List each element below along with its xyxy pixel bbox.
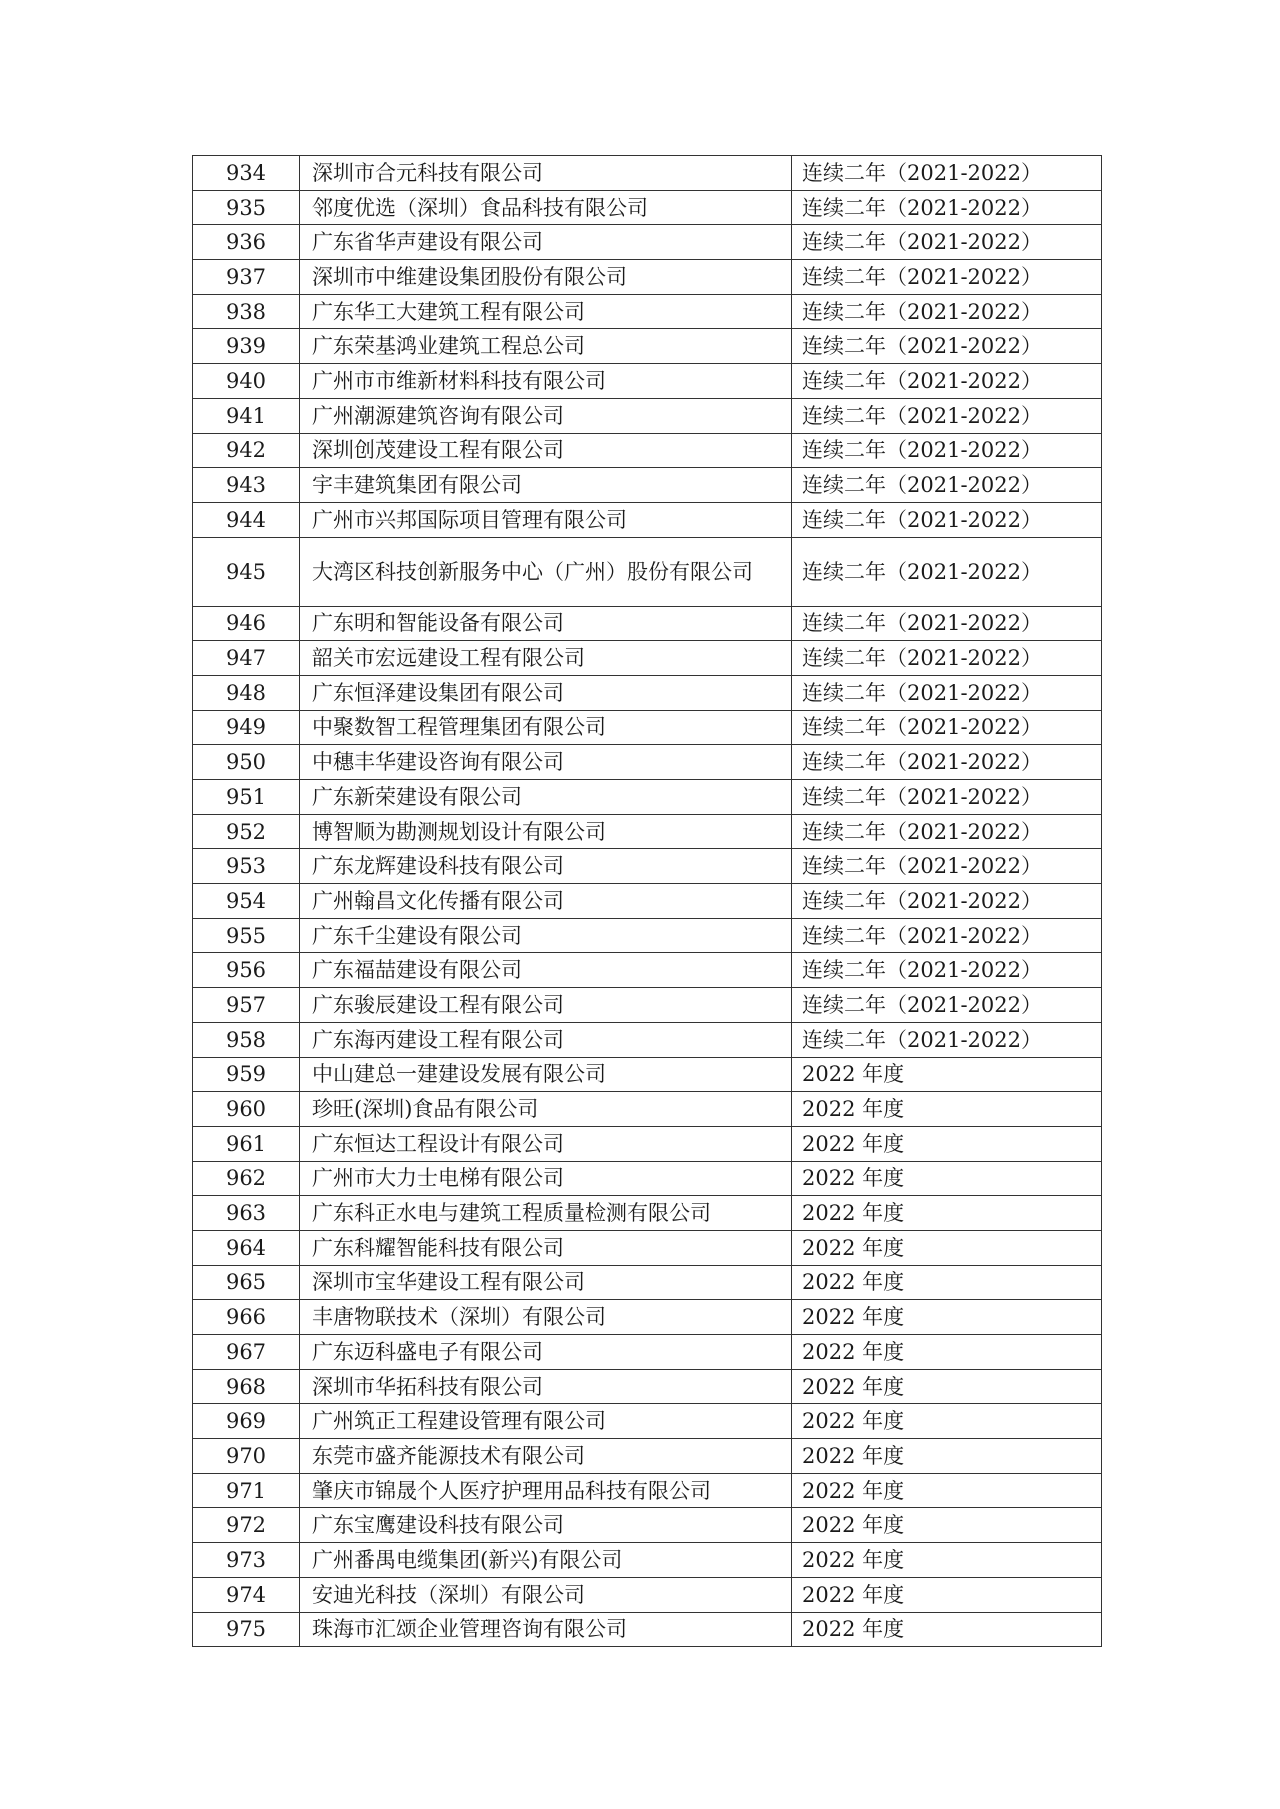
- table-row: [193, 1335, 1102, 1370]
- row-number: 947: [193, 641, 300, 676]
- table-row: [193, 1404, 1102, 1439]
- row-number: 959: [193, 1057, 300, 1092]
- company-name: 深圳市中维建设集团股份有限公司: [300, 260, 792, 295]
- table-row: [193, 1126, 1102, 1161]
- row-number: 948: [193, 675, 300, 710]
- row-number: 965: [193, 1265, 300, 1300]
- table-row: [193, 814, 1102, 849]
- award-period: 2022 年度: [792, 1300, 1102, 1335]
- company-name: 邻度优选（深圳）食品科技有限公司: [300, 190, 792, 225]
- row-number: 941: [193, 398, 300, 433]
- row-number: 974: [193, 1577, 300, 1612]
- company-name: 博智顺为勘测规划设计有限公司: [300, 814, 792, 849]
- row-number: 962: [193, 1161, 300, 1196]
- row-number: 968: [193, 1369, 300, 1404]
- table-row: [193, 468, 1102, 503]
- award-period: 连续二年（2021-2022）: [792, 745, 1102, 780]
- company-name: 广东恒达工程设计有限公司: [300, 1126, 792, 1161]
- table-row: [193, 1577, 1102, 1612]
- table-row: [193, 849, 1102, 884]
- company-name: 广东龙辉建设科技有限公司: [300, 849, 792, 884]
- company-name: 中聚数智工程管理集团有限公司: [300, 710, 792, 745]
- company-name: 广东科耀智能科技有限公司: [300, 1230, 792, 1265]
- company-name: 广东宝鹰建设科技有限公司: [300, 1508, 792, 1543]
- award-period: 2022 年度: [792, 1473, 1102, 1508]
- table-row: [193, 1543, 1102, 1578]
- company-name: 大湾区科技创新服务中心（广州）股份有限公司: [300, 537, 792, 606]
- award-period: 2022 年度: [792, 1369, 1102, 1404]
- company-name: 广州市市维新材料科技有限公司: [300, 364, 792, 399]
- award-period: 2022 年度: [792, 1196, 1102, 1231]
- company-name: 肇庆市锦晟个人医疗护理用品科技有限公司: [300, 1473, 792, 1508]
- row-number: 956: [193, 953, 300, 988]
- row-number: 951: [193, 780, 300, 815]
- company-name: 安迪光科技（深圳）有限公司: [300, 1577, 792, 1612]
- company-name: 广东科正水电与建筑工程质量检测有限公司: [300, 1196, 792, 1231]
- award-period: 连续二年（2021-2022）: [792, 675, 1102, 710]
- table-row: [193, 745, 1102, 780]
- table-row: [193, 884, 1102, 919]
- table-row: [193, 502, 1102, 537]
- award-period: 连续二年（2021-2022）: [792, 398, 1102, 433]
- row-number: 957: [193, 988, 300, 1023]
- company-name: 东莞市盛齐能源技术有限公司: [300, 1439, 792, 1474]
- company-name: 广东荣基鸿业建筑工程总公司: [300, 329, 792, 364]
- table-body: [193, 156, 1102, 1647]
- row-number: 958: [193, 1022, 300, 1057]
- table-row: [193, 1612, 1102, 1647]
- row-number: 939: [193, 329, 300, 364]
- company-name: 广东骏辰建设工程有限公司: [300, 988, 792, 1023]
- award-period: 连续二年（2021-2022）: [792, 606, 1102, 641]
- table-row: [193, 641, 1102, 676]
- table-row: [193, 156, 1102, 191]
- table-row: [193, 537, 1102, 606]
- company-name: 广东华工大建筑工程有限公司: [300, 294, 792, 329]
- company-name: 广州筑正工程建设管理有限公司: [300, 1404, 792, 1439]
- table-row: [193, 433, 1102, 468]
- row-number: 936: [193, 225, 300, 260]
- table-row: [193, 675, 1102, 710]
- row-number: 944: [193, 502, 300, 537]
- award-period: 连续二年（2021-2022）: [792, 225, 1102, 260]
- table-row: [193, 780, 1102, 815]
- company-name: 珍旺(深圳)食品有限公司: [300, 1092, 792, 1127]
- award-period: 2022 年度: [792, 1543, 1102, 1578]
- company-name: 广州市兴邦国际项目管理有限公司: [300, 502, 792, 537]
- award-period: 2022 年度: [792, 1508, 1102, 1543]
- award-period: 2022 年度: [792, 1404, 1102, 1439]
- award-period: 连续二年（2021-2022）: [792, 1022, 1102, 1057]
- table-row: [193, 190, 1102, 225]
- award-period: 连续二年（2021-2022）: [792, 780, 1102, 815]
- row-number: 935: [193, 190, 300, 225]
- award-period: 2022 年度: [792, 1577, 1102, 1612]
- row-number: 963: [193, 1196, 300, 1231]
- award-period: 连续二年（2021-2022）: [792, 364, 1102, 399]
- row-number: 934: [193, 156, 300, 191]
- award-period: 连续二年（2021-2022）: [792, 468, 1102, 503]
- company-list-table: [192, 155, 1102, 1647]
- company-name: 广东迈科盛电子有限公司: [300, 1335, 792, 1370]
- table-row: [193, 1092, 1102, 1127]
- row-number: 938: [193, 294, 300, 329]
- company-name: 宇丰建筑集团有限公司: [300, 468, 792, 503]
- company-name: 中山建总一建建设发展有限公司: [300, 1057, 792, 1092]
- company-name: 韶关市宏远建设工程有限公司: [300, 641, 792, 676]
- table-row: [193, 260, 1102, 295]
- row-number: 969: [193, 1404, 300, 1439]
- company-name: 广州翰昌文化传播有限公司: [300, 884, 792, 919]
- row-number: 964: [193, 1230, 300, 1265]
- company-name: 广东新荣建设有限公司: [300, 780, 792, 815]
- table-row: [193, 364, 1102, 399]
- award-period: 2022 年度: [792, 1612, 1102, 1647]
- table-row: [193, 1161, 1102, 1196]
- award-period: 连续二年（2021-2022）: [792, 294, 1102, 329]
- table-row: [193, 1022, 1102, 1057]
- company-name: 广东福喆建设有限公司: [300, 953, 792, 988]
- company-name: 深圳市华拓科技有限公司: [300, 1369, 792, 1404]
- company-name: 广东千尘建设有限公司: [300, 918, 792, 953]
- table-row: [193, 1473, 1102, 1508]
- award-period: 连续二年（2021-2022）: [792, 988, 1102, 1023]
- row-number: 972: [193, 1508, 300, 1543]
- company-name: 深圳创茂建设工程有限公司: [300, 433, 792, 468]
- row-number: 953: [193, 849, 300, 884]
- row-number: 945: [193, 537, 300, 606]
- company-name: 广州番禺电缆集团(新兴)有限公司: [300, 1543, 792, 1578]
- award-period: 2022 年度: [792, 1265, 1102, 1300]
- row-number: 975: [193, 1612, 300, 1647]
- table-row: [193, 606, 1102, 641]
- row-number: 955: [193, 918, 300, 953]
- row-number: 942: [193, 433, 300, 468]
- award-period: 连续二年（2021-2022）: [792, 156, 1102, 191]
- company-name: 珠海市汇颂企业管理咨询有限公司: [300, 1612, 792, 1647]
- row-number: 940: [193, 364, 300, 399]
- table-row: [193, 918, 1102, 953]
- company-name: 深圳市合元科技有限公司: [300, 156, 792, 191]
- table-row: [193, 1057, 1102, 1092]
- row-number: 952: [193, 814, 300, 849]
- row-number: 937: [193, 260, 300, 295]
- table-row: [193, 953, 1102, 988]
- award-period: 2022 年度: [792, 1439, 1102, 1474]
- company-name: 广州潮源建筑咨询有限公司: [300, 398, 792, 433]
- table-row: [193, 710, 1102, 745]
- company-name: 广东省华声建设有限公司: [300, 225, 792, 260]
- row-number: 960: [193, 1092, 300, 1127]
- company-name: 广东明和智能设备有限公司: [300, 606, 792, 641]
- company-name: 广东海丙建设工程有限公司: [300, 1022, 792, 1057]
- company-name: 广州市大力士电梯有限公司: [300, 1161, 792, 1196]
- award-period: 连续二年（2021-2022）: [792, 433, 1102, 468]
- row-number: 943: [193, 468, 300, 503]
- table-row: [193, 1508, 1102, 1543]
- award-period: 连续二年（2021-2022）: [792, 710, 1102, 745]
- table-row: [193, 988, 1102, 1023]
- award-period: 2022 年度: [792, 1161, 1102, 1196]
- table-row: [193, 329, 1102, 364]
- award-period: 连续二年（2021-2022）: [792, 849, 1102, 884]
- award-period: 连续二年（2021-2022）: [792, 260, 1102, 295]
- table-row: [193, 1439, 1102, 1474]
- award-period: 连续二年（2021-2022）: [792, 641, 1102, 676]
- table-row: [193, 1196, 1102, 1231]
- table-row: [193, 225, 1102, 260]
- row-number: 971: [193, 1473, 300, 1508]
- award-period: 2022 年度: [792, 1230, 1102, 1265]
- award-period: 2022 年度: [792, 1126, 1102, 1161]
- award-period: 连续二年（2021-2022）: [792, 953, 1102, 988]
- award-period: 连续二年（2021-2022）: [792, 814, 1102, 849]
- table-row: [193, 294, 1102, 329]
- award-period: 连续二年（2021-2022）: [792, 190, 1102, 225]
- row-number: 950: [193, 745, 300, 780]
- row-number: 966: [193, 1300, 300, 1335]
- table-row: [193, 398, 1102, 433]
- row-number: 954: [193, 884, 300, 919]
- row-number: 946: [193, 606, 300, 641]
- row-number: 970: [193, 1439, 300, 1474]
- company-name: 广东恒泽建设集团有限公司: [300, 675, 792, 710]
- award-period: 2022 年度: [792, 1092, 1102, 1127]
- company-name: 丰唐物联技术（深圳）有限公司: [300, 1300, 792, 1335]
- award-period: 连续二年（2021-2022）: [792, 502, 1102, 537]
- award-period: 连续二年（2021-2022）: [792, 884, 1102, 919]
- award-period: 2022 年度: [792, 1057, 1102, 1092]
- award-period: 连续二年（2021-2022）: [792, 918, 1102, 953]
- table-row: [193, 1300, 1102, 1335]
- award-period: 2022 年度: [792, 1335, 1102, 1370]
- row-number: 949: [193, 710, 300, 745]
- row-number: 967: [193, 1335, 300, 1370]
- row-number: 973: [193, 1543, 300, 1578]
- award-period: 连续二年（2021-2022）: [792, 537, 1102, 606]
- table-row: [193, 1265, 1102, 1300]
- company-name: 深圳市宝华建设工程有限公司: [300, 1265, 792, 1300]
- table-row: [193, 1230, 1102, 1265]
- row-number: 961: [193, 1126, 300, 1161]
- company-name: 中穗丰华建设咨询有限公司: [300, 745, 792, 780]
- award-period: 连续二年（2021-2022）: [792, 329, 1102, 364]
- table-row: [193, 1369, 1102, 1404]
